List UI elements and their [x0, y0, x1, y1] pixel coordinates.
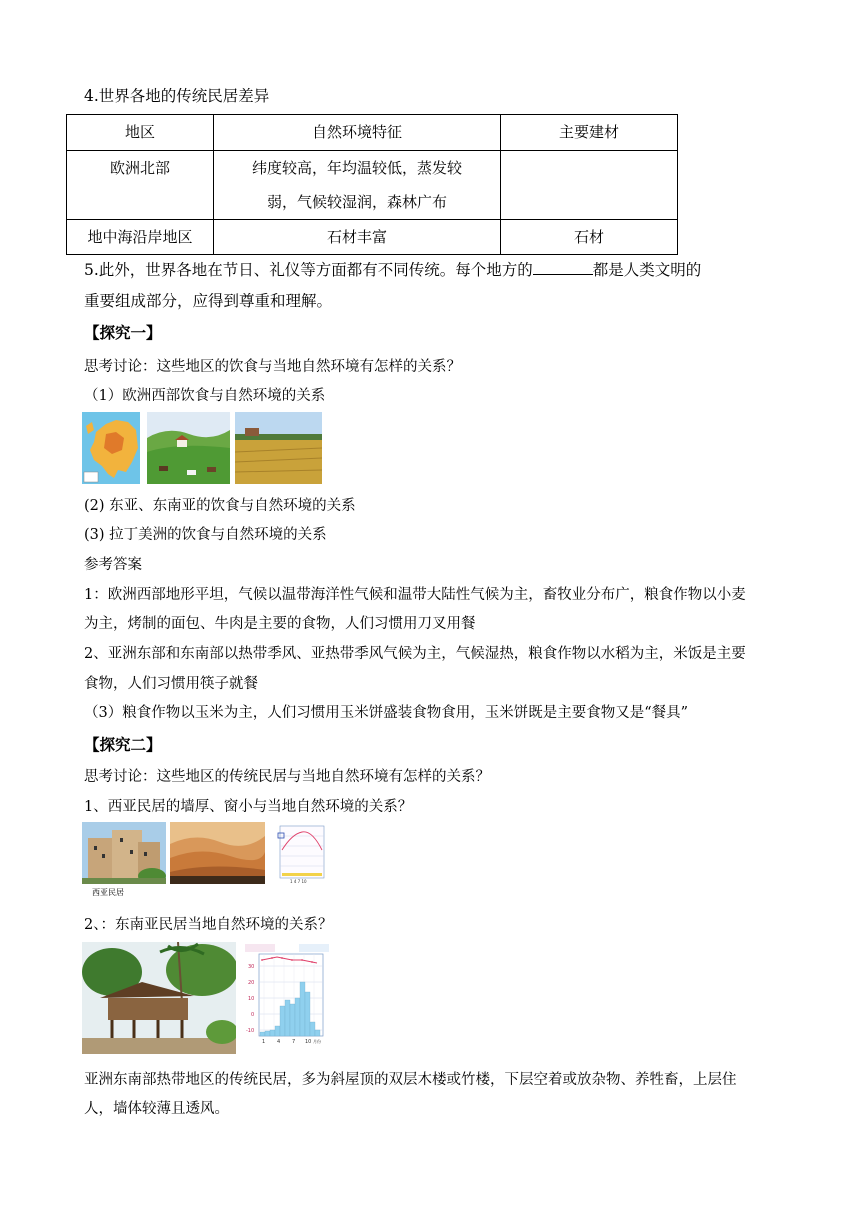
- y-tick-30: 30: [248, 964, 255, 970]
- explore-2-answer-line-1: 亚洲东南部热带地区的传统民居，多为斜屋顶的双层木楼或竹楼，下层空着或放杂物、养牲畜，上层住: [84, 1072, 737, 1088]
- cell-region-north-europe: 欧洲北部: [67, 151, 214, 220]
- reference-answer-label: 参考答案: [84, 557, 142, 573]
- section-5-line-2: 重要组成部分，应得到尊重和理解。: [84, 292, 333, 310]
- answer-1-line-2: 为主，烤制的面包、牛肉是主要的食物，人们习惯用刀叉用餐: [84, 616, 476, 632]
- y-tick-0: 0: [251, 1012, 255, 1018]
- west-asia-dwelling-image: [82, 822, 166, 884]
- header-feature: 自然环境特征: [214, 115, 501, 151]
- header-region: 地区: [67, 115, 214, 151]
- section-4-title: 4.世界各地的传统民居差异: [84, 87, 270, 105]
- cell-material-north-europe: [501, 151, 678, 220]
- cell-region-mediterranean: 地中海沿岸地区: [67, 220, 214, 255]
- feature-line-2: 弱，气候较湿润，森林广布: [266, 193, 447, 211]
- explore-1-question: 思考讨论：这些地区的饮食与当地自然环境有怎样的关系？: [84, 359, 461, 375]
- y-tick-20: 20: [248, 980, 255, 986]
- explore-2-q1: 1、西亚民居的墙厚、窗小与当地自然环境的关系？: [84, 799, 413, 815]
- cell-feature-north-europe: [214, 151, 501, 220]
- fill-in-blank: [533, 260, 593, 275]
- pasture-cattle-image: [147, 412, 230, 484]
- answer-3: （3）粮食作物以玉米为主，人们习惯用玉米饼盛装食物食用，玉米饼既是主要食物又是“餐具”: [84, 705, 689, 721]
- explore-2-q2: 2、：东南亚民居当地自然环境的关系？: [84, 917, 333, 933]
- explore-2-title: 【探究二】: [84, 735, 162, 754]
- explore-2-question: 思考讨论：这些地区的传统民居与当地自然环境有怎样的关系？: [84, 769, 490, 785]
- west-asia-climate-chart: [272, 820, 332, 886]
- feature-line-1: 纬度较高，年均温较低，蒸发较: [251, 159, 462, 177]
- section-5-text-a: 5.此外，世界各地在节日、礼仪等方面都有不同传统。每个地方的: [84, 261, 533, 279]
- wheat-field-image: [235, 412, 322, 484]
- cell-material-mediterranean: 石材: [501, 220, 678, 255]
- x-tick-4: 4: [277, 1039, 281, 1045]
- southeast-asia-stilt-house-image: [82, 942, 236, 1054]
- header-material: 主要建材: [501, 115, 678, 151]
- y-tick-10: 10: [248, 996, 255, 1002]
- answer-2-line-2: 食物，人们习惯用筷子就餐: [84, 676, 258, 692]
- explore-1-q2: (2) 东亚、东南亚的饮食与自然环境的关系: [84, 498, 356, 514]
- europe-map-image: [82, 412, 140, 484]
- explore-2-answer-line-2: 人，墙体较薄且透风。: [84, 1101, 229, 1117]
- explore-1-q3: (3) 拉丁美洲的饮食与自然环境的关系: [84, 527, 327, 543]
- section-5-line-1: [84, 258, 701, 280]
- southeast-asia-climate-chart: [243, 942, 333, 1052]
- x-tick-1: 1: [262, 1039, 266, 1045]
- cell-feature-mediterranean: 石材丰富: [214, 220, 501, 255]
- section-5-text-b: 都是人类文明的: [592, 261, 702, 279]
- x-axis-unit: 月份: [313, 1039, 321, 1044]
- x-tick-7: 7: [292, 1039, 296, 1045]
- dwelling-table: [66, 114, 678, 255]
- answer-2-line-1: 2、亚洲东部和东南部以热带季风、亚热带季风气候为主，气候湿热，粮食作物以水稻为主，米饭是主要: [84, 646, 746, 662]
- west-asia-caption: 西亚民居: [92, 888, 124, 897]
- svg-text:1 4 7 10: 1 4 7 10: [290, 879, 307, 884]
- explore-1-title: 【探究一】: [84, 323, 162, 342]
- answer-1-line-1: 1：欧洲西部地形平坦，气候以温带海洋性气候和温带大陆性气候为主，畜牧业分布广，粮食作物以小麦: [84, 587, 746, 603]
- explore-1-q1: （1）欧洲西部饮食与自然环境的关系: [84, 388, 326, 404]
- y-tick-minus10: -10: [246, 1028, 255, 1034]
- x-tick-10: 10: [305, 1039, 312, 1045]
- desert-image: [170, 822, 265, 884]
